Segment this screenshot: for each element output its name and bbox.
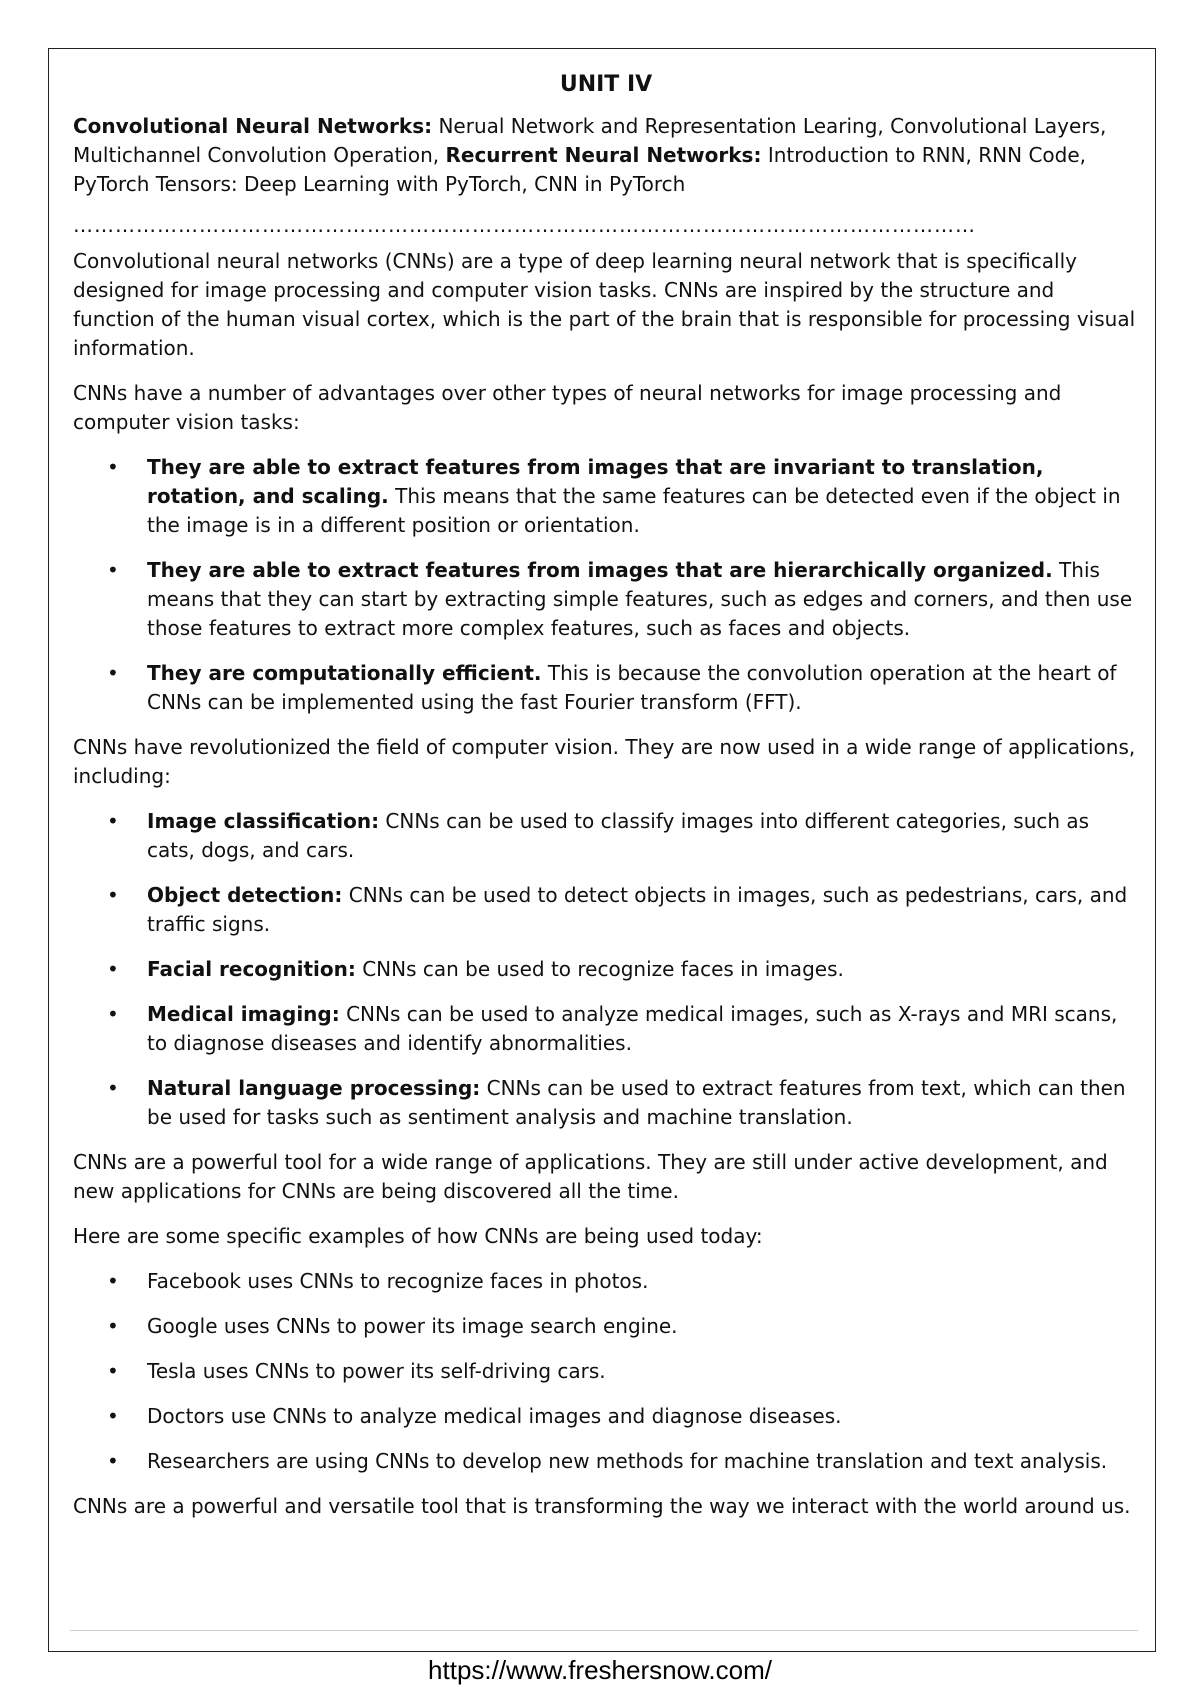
list-item: • Facebook uses CNNs to recognize faces in photos. bbox=[73, 1267, 1139, 1296]
list-item-heading: They are computationally efficient. bbox=[147, 661, 542, 685]
list-item bbox=[73, 955, 1139, 984]
footer-url: https://www.freshersnow.com/ bbox=[428, 1655, 772, 1685]
powerful-paragraph: CNNs are a powerful tool for a wide range of applications. They are still under active development, and new applications for CNNs are being discovered all the time. bbox=[73, 1150, 1108, 1203]
list-item bbox=[73, 1000, 1139, 1058]
list-item-text: CNNs can be used to extract features from text, which can then be used for tasks such as sentiment analysis and machine translation. bbox=[147, 1076, 1126, 1129]
list-item-text: CNNs can be used to detect objects in images, such as pedestrians, cars, and traffic signs. bbox=[147, 883, 1128, 936]
list-item-heading: Natural language processing: bbox=[147, 1076, 481, 1100]
list-item bbox=[73, 881, 1139, 939]
syllabus-paragraph bbox=[73, 112, 1139, 199]
closing-paragraph: CNNs are a powerful and versatile tool that is transforming the way we interact with the world around us. bbox=[73, 1494, 1131, 1518]
list-item-heading: They are able to extract features from images that are hierarchically organized. bbox=[147, 558, 1053, 582]
applications-list bbox=[73, 807, 1139, 1132]
advantages-intro: CNNs have a number of advantages over other types of neural networks for image processing and computer vision tasks: bbox=[73, 381, 1062, 434]
cnn-label: Convolutional Neural Networks: bbox=[73, 114, 433, 138]
list-item bbox=[73, 453, 1139, 540]
unit-title: UNIT IV bbox=[559, 72, 653, 97]
list-item bbox=[73, 556, 1139, 643]
document-body bbox=[73, 70, 1139, 1537]
examples-list bbox=[73, 1267, 1139, 1476]
intro-paragraph: Convolutional neural networks (CNNs) are a type of deep learning neural network that is specifically designed for image processing and computer vision tasks. CNNs are inspired by the structure and function of the human visual cortex, which is the part of the brain that is responsible for processing visual information. bbox=[73, 249, 1136, 360]
list-item: • Google uses CNNs to power its image search engine. bbox=[73, 1312, 1139, 1341]
list-item: • Researchers are using CNNs to develop new methods for machine translation and text analysis. bbox=[73, 1447, 1139, 1476]
list-item-text: CNNs can be used to analyze medical images, such as X-rays and MRI scans, to diagnose diseases and identify abnormalities. bbox=[147, 1002, 1118, 1055]
list-item-text: CNNs can be used to classify images into different categories, such as cats, dogs, and cars. bbox=[147, 809, 1090, 862]
list-item-text: CNNs can be used to recognize faces in images. bbox=[355, 957, 844, 981]
list-item: • Doctors use CNNs to analyze medical images and diagnose diseases. bbox=[73, 1402, 1139, 1431]
list-item-text: This means that they can start by extracting simple features, such as edges and corners, and then use those features to extract more complex features, such as faces and objects. bbox=[147, 558, 1133, 640]
rnn-label: Recurrent Neural Networks: bbox=[445, 143, 762, 167]
footer-divider bbox=[70, 1630, 1138, 1631]
list-item-heading: Object detection: bbox=[147, 883, 343, 907]
list-item-text: This is because the convolution operation at the heart of CNNs can be implemented using the fast Fourier transform (FFT). bbox=[147, 661, 1117, 714]
list-item bbox=[73, 659, 1139, 717]
list-item bbox=[73, 1074, 1139, 1132]
cnn-topics: Nerual Network and Representation Learing, Convolutional Layers, Multichannel Convolution Operation, bbox=[73, 114, 1107, 167]
advantages-list bbox=[73, 453, 1139, 717]
list-item: • Tesla uses CNNs to power its self-driving cars. bbox=[73, 1357, 1139, 1386]
applications-intro: CNNs have revolutionized the field of computer vision. They are now used in a wide range of applications, including: bbox=[73, 735, 1136, 788]
list-item-heading: Facial recognition: bbox=[147, 957, 356, 981]
examples-intro: Here are some specific examples of how CNNs are being used today: bbox=[73, 1224, 763, 1248]
dotted-separator: ………………………………………………………………………………………………………………… bbox=[73, 215, 976, 235]
list-item bbox=[73, 807, 1139, 865]
list-item-heading: They are able to extract features from images that are invariant to translation, rotation, and scaling. bbox=[147, 455, 1044, 508]
list-item-heading: Image classification: bbox=[147, 809, 380, 833]
list-item-text: This means that the same features can be detected even if the object in the image is in a different position or orientation. bbox=[147, 484, 1121, 537]
list-item-heading: Medical imaging: bbox=[147, 1002, 340, 1026]
rnn-topics: Introduction to RNN, RNN Code, PyTorch Tensors: Deep Learning with PyTorch, CNN in PyTorch bbox=[73, 143, 1086, 196]
